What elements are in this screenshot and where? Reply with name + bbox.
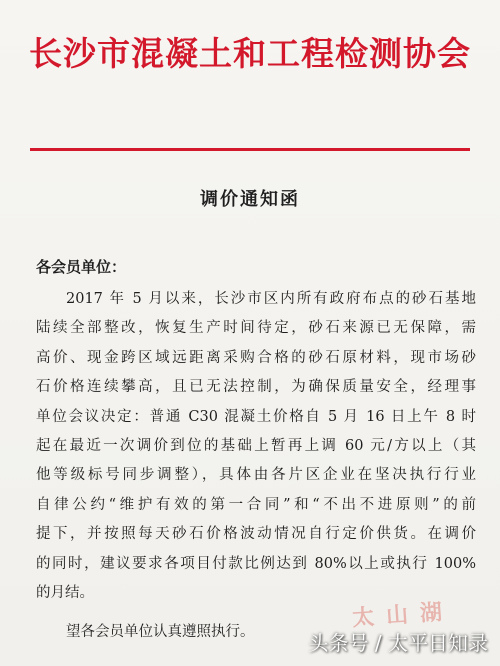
body-line: 他等级标号同步调整），具体由各片区企业在坚决执行行业 — [36, 467, 476, 484]
body-line: 石价格连续攀高，且已无法控制，为确保质量安全，经理事 — [36, 379, 476, 396]
body-line: 2017 年 5 月以来，长沙市区内所有政府布点的砂石基地 — [66, 291, 476, 307]
notice-body — [36, 285, 476, 608]
body-line: 起在最近一次调价到位的基础上暂再上调 60 元/方以上（其 — [36, 437, 476, 454]
document-title: 调价通知函 — [200, 189, 300, 210]
body-line: 的同时，建议要求各项目付款比例达到 80%以上或执行 100% — [36, 555, 476, 572]
salutation: 各会员单位： — [36, 258, 127, 276]
source-attribution: 头条号 / 太平日知录 — [308, 631, 488, 655]
body-line: 提下，并按照每天砂石价格波动情况自行定价供货。在调价 — [36, 526, 476, 543]
seal-watermark: 太山湖 — [351, 598, 455, 632]
body-line: 单位会议决定：普通 C30 混凝土价格自 5 月 16 日上午 8 时 — [36, 408, 476, 425]
body-line: 高价、现金跨区域远距离采购合格的砂石原材料，现市场砂 — [36, 349, 476, 366]
closing-line: 望各会员单位认真遵照执行。 — [66, 624, 255, 640]
body-line: 的月结。 — [36, 584, 94, 601]
body-line: 自律公约“维护有效的第一合同”和“不出不进原则”的前 — [36, 496, 476, 513]
body-line: 陆续全部整改，恢复生产时间待定，砂石来源已无保障，需 — [36, 320, 476, 337]
letterhead-divider — [30, 148, 470, 151]
organization-letterhead: 长沙市混凝土和工程检测协会 — [29, 34, 471, 73]
